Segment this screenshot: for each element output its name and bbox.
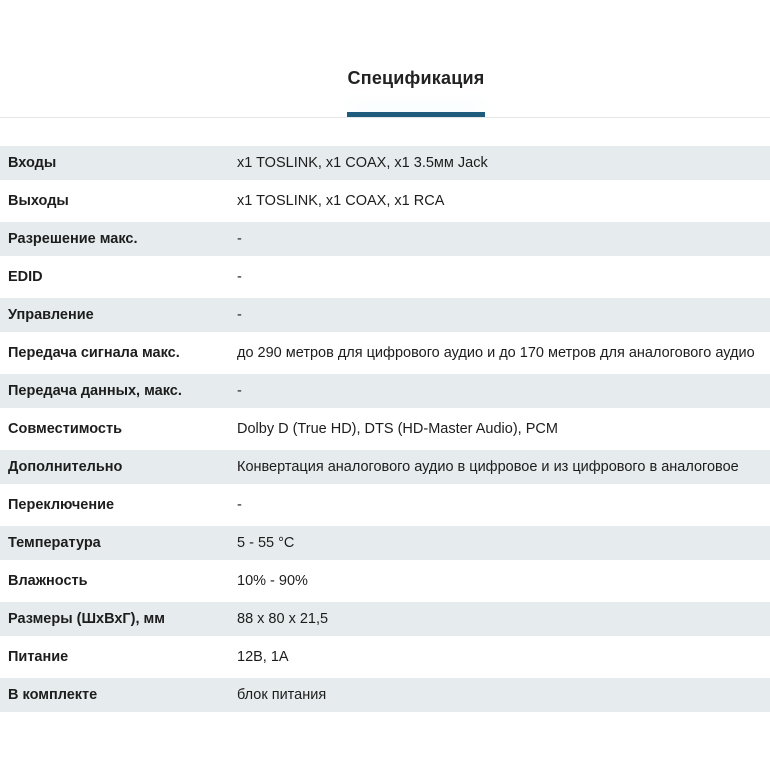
spec-row-value: - (237, 307, 242, 323)
spec-row (0, 334, 770, 372)
spec-row-label: Влажность (8, 573, 88, 589)
tab-active-indicator (347, 112, 486, 117)
spec-row (0, 486, 770, 524)
tabs-bar (0, 0, 770, 118)
spec-row-value: Конвертация аналогового аудио в цифровое и из цифрового в аналоговое (237, 459, 739, 475)
spec-row (0, 296, 770, 334)
spec-row (0, 676, 770, 714)
tab-specification[interactable] (347, 68, 486, 117)
spec-row-value: 10% - 90% (237, 573, 308, 589)
spec-row-value: - (237, 383, 242, 399)
spec-row (0, 524, 770, 562)
spec-row-label: Передача сигнала макс. (8, 345, 180, 361)
spec-row-label: Управление (8, 307, 94, 323)
spec-row-label: Передача данных, макс. (8, 383, 182, 399)
spec-row-value: 5 - 55 °C (237, 535, 295, 551)
spec-row-value: x1 TOSLINK, x1 COAX, x1 3.5мм Jack (237, 155, 488, 171)
spec-row-label: Питание (8, 649, 69, 665)
spec-row-value: - (237, 231, 242, 247)
spec-row (0, 182, 770, 220)
spec-row (0, 448, 770, 486)
spec-row-label: Размеры (ШхВхГ), мм (8, 611, 165, 627)
spec-row-label: В комплекте (8, 687, 98, 703)
spec-row (0, 600, 770, 638)
spec-row-label: Дополнительно (8, 459, 123, 475)
spec-row-value: - (237, 269, 242, 285)
spec-row (0, 638, 770, 676)
tab-specification-label: Спецификация (347, 68, 485, 88)
specification-table (0, 144, 770, 714)
spec-row-label: Совместимость (8, 421, 123, 437)
spec-row (0, 562, 770, 600)
spec-row-value: блок питания (237, 687, 327, 703)
spec-row (0, 220, 770, 258)
spec-row-value: до 290 метров для цифрового аудио и до 170 метров для аналогового аудио (237, 345, 755, 361)
spec-row-label: Переключение (8, 497, 115, 513)
spec-row-value: x1 TOSLINK, x1 COAX, x1 RCA (237, 193, 445, 209)
spec-row-label: Входы (8, 155, 57, 171)
spec-row-label: Выходы (8, 193, 69, 209)
spec-row (0, 144, 770, 182)
spec-row-label: Температура (8, 535, 101, 551)
spec-row-value: - (237, 497, 242, 513)
spec-row (0, 258, 770, 296)
spec-row-value: 12В, 1А (237, 649, 289, 665)
spec-row-value: Dolby D (True HD), DTS (HD-Master Audio), PCM (237, 421, 558, 437)
spec-row-label: EDID (8, 269, 43, 285)
spec-row (0, 372, 770, 410)
spec-row-label: Разрешение макс. (8, 231, 138, 247)
spec-row (0, 410, 770, 448)
spec-row-value: 88 x 80 x 21,5 (237, 611, 329, 627)
